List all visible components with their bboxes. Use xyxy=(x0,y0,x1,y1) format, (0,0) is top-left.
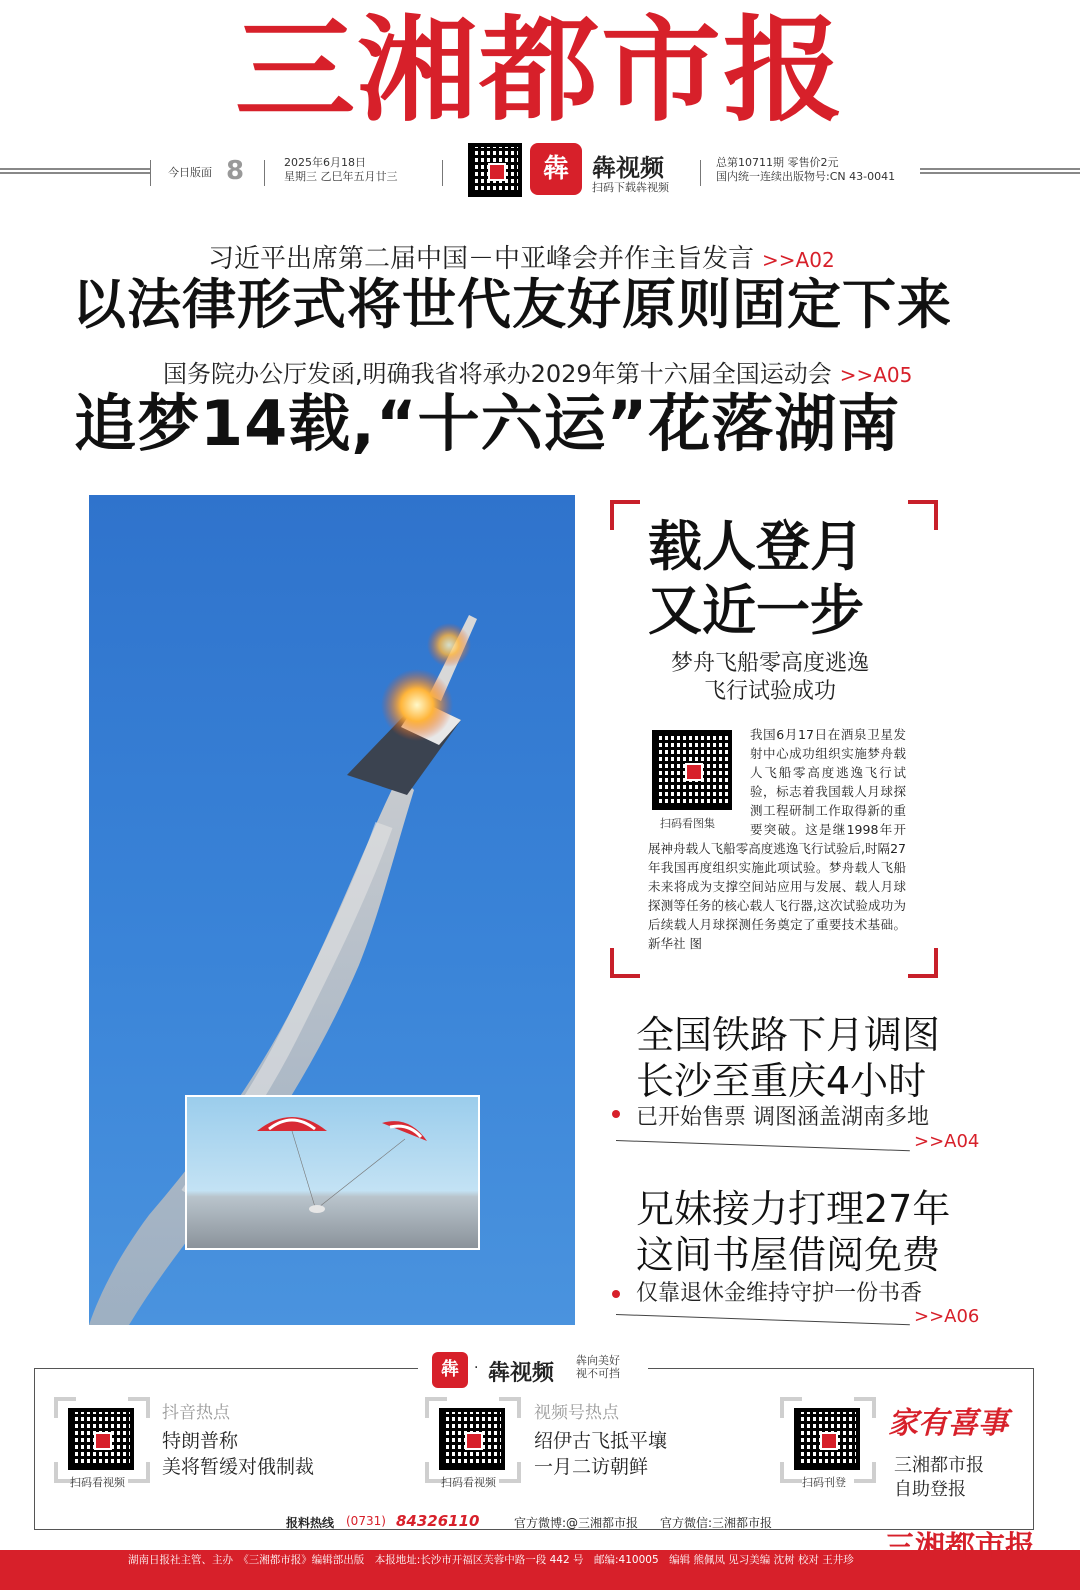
brand-slogan: 犇向美好 视不可挡 xyxy=(576,1354,620,1380)
weekday-lunar: 星期三 乙巳年五月廿三 xyxy=(284,170,398,183)
parachute-illustration xyxy=(187,1097,480,1250)
divider xyxy=(442,160,443,186)
frame-corner xyxy=(610,500,640,530)
feature-subtitle: 梦舟飞船零高度逃逸 飞行试验成功 xyxy=(670,651,869,704)
announcement-qr-code[interactable] xyxy=(794,1408,860,1470)
qr-caption: 扫码看视频 xyxy=(441,1476,496,1489)
official-wechat: 官方微信:三湘都市报 xyxy=(660,1516,773,1530)
story-1-subtitle: 已开始售票 调图涵盖湖南多地 xyxy=(636,1105,929,1130)
story-2-title[interactable]: 兄妹接力打理27年 这间书屋借阅免费 xyxy=(636,1187,951,1277)
app-qr-code[interactable] xyxy=(468,143,522,197)
frame-corner xyxy=(908,500,938,530)
issue-date: 2025年6月18日 xyxy=(284,156,366,169)
headline-1[interactable]: 以法律形式将世代友好原则固定下来 xyxy=(72,273,952,336)
family-joy-logo: 家有喜事 xyxy=(888,1406,1008,1441)
feature-body: 我国6月17日在酒泉卫星发射中心成功组织实施梦舟载人飞船零高度逃逸飞行试验，标志着我国载人月球探测工程研制工作取得新的重要突破。这是继1998年开展神舟载人飞船零高度逃逸飞行试验后,时隔27年我国再度组织实施此项试验。梦舟载人飞船未来将成为支撑空间站应用与发展、载人月球探测等任务的核心载人飞行器,这次试验成功为后续载人月球探测任务奠定了重要技术基础。 新华社 图 xyxy=(648,727,906,951)
rule-right xyxy=(920,168,1080,174)
promo-item-douyin[interactable]: 特朗普称 美将暂缓对俄制裁 xyxy=(162,1430,315,1478)
brand-name: 犇视频 xyxy=(488,1361,555,1386)
official-weibo: 官方微博:@三湘都市报 xyxy=(514,1516,639,1530)
newspaper-logo: 三湘都市报 xyxy=(235,5,845,138)
headline-2-ref[interactable]: >>A05 xyxy=(839,363,913,387)
frame-corner xyxy=(610,948,640,978)
headline-1-ref[interactable]: >>A02 xyxy=(762,248,835,272)
app-download-caption: 扫码下载犇视频 xyxy=(592,181,669,194)
qr-caption: 扫码刊登 xyxy=(802,1476,846,1489)
footer-imprint: 湖南日报社主管、主办 《三湘都市报》编辑部出版 本报地址:长沙市开福区芙蓉中路一段 442 号 邮编:410005 编辑 熊佩凤 见习美编 沈树 校对 王井珍 xyxy=(128,1554,854,1566)
today-pages-number: 8 xyxy=(226,156,245,186)
story-rule xyxy=(616,1140,910,1151)
footer-logo: 三湘都市报 xyxy=(885,1530,1035,1565)
bullet-dot xyxy=(612,1290,620,1298)
bullet-dot xyxy=(612,1110,620,1118)
story-rule xyxy=(616,1314,910,1325)
story-2-ref[interactable]: >>A06 xyxy=(914,1306,980,1327)
qr-caption: 扫码看视频 xyxy=(70,1476,125,1489)
shipinhao-qr-code[interactable] xyxy=(439,1408,505,1470)
app-name: 犇视频 xyxy=(592,154,664,182)
dot-separator: · xyxy=(474,1360,479,1376)
headline-2-kicker: 国务院办公厅发函,明确我省将承办2029年第十六届全国运动会 >>A05 xyxy=(163,360,913,388)
promo-label-douyin: 抖音热点 xyxy=(162,1403,230,1423)
app-logo-icon: 犇 xyxy=(530,143,582,195)
promo-item-announcement[interactable]: 三湘都市报 自助登报 xyxy=(894,1455,984,1500)
today-pages-label: 今日版面 xyxy=(168,166,212,179)
story-1-ref[interactable]: >>A04 xyxy=(914,1131,980,1152)
hotline-area: (0731) xyxy=(346,1514,386,1528)
masthead xyxy=(0,0,1080,150)
brand-logo-icon: 犇 xyxy=(432,1352,468,1388)
headline-2[interactable]: 追梦14载,“十六运”花落湖南 xyxy=(74,387,901,460)
frame-corner xyxy=(908,948,938,978)
story-1-title[interactable]: 全国铁路下月调图 长沙至重庆4小时 xyxy=(636,1013,941,1103)
cn-number: 国内统一连续出版物号:CN 43-0041 xyxy=(716,170,896,183)
rule-left xyxy=(0,168,150,174)
parachute-inset-photo xyxy=(185,1095,480,1250)
issue-price: 总第10711期 零售价2元 xyxy=(716,156,839,169)
douyin-qr-code[interactable] xyxy=(68,1408,134,1470)
divider xyxy=(264,160,265,186)
story-2-subtitle: 仅靠退休金维持守护一份书香 xyxy=(636,1281,923,1306)
promo-header xyxy=(418,1350,648,1390)
promo-item-shipinhao[interactable]: 绍伊古飞抵平壤 一月二访朝鲜 xyxy=(534,1430,668,1478)
qr-caption: 扫码看图集 xyxy=(660,817,715,830)
hotline-number[interactable]: 84326110 xyxy=(396,1512,480,1530)
headline-1-kicker: 习近平出席第二届中国－中亚峰会并作主旨发言 >>A02 xyxy=(208,244,835,274)
divider xyxy=(700,160,701,186)
hotline-label: 报料热线 xyxy=(286,1516,335,1530)
promo-label-shipinhao: 视频号热点 xyxy=(534,1403,619,1423)
divider xyxy=(150,160,151,186)
feature-title[interactable]: 载人登月 又近一步 xyxy=(648,515,864,642)
